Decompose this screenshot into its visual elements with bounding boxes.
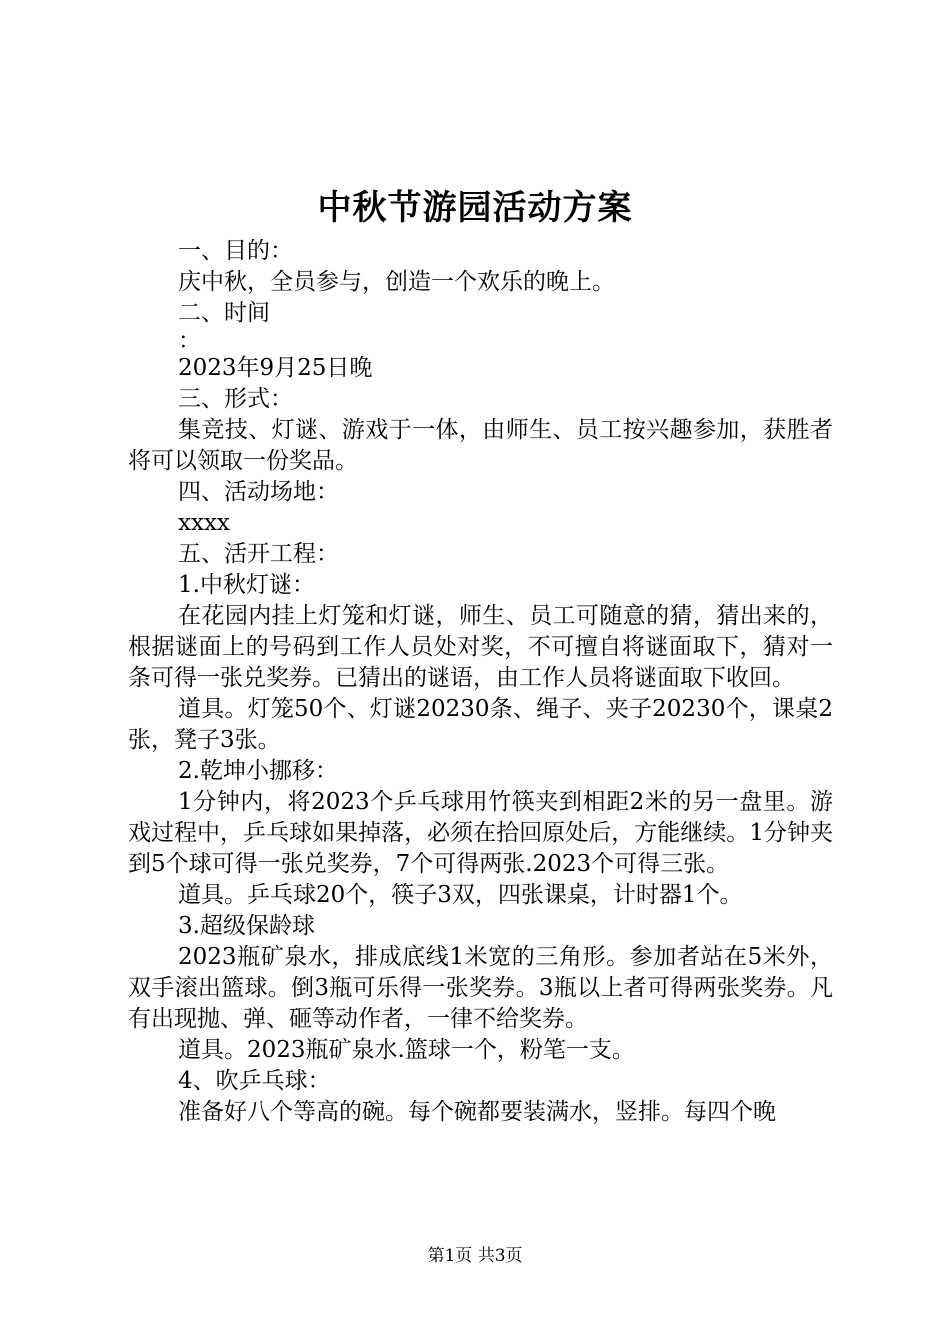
subsection-heading-bowling: 3.超级保龄球 bbox=[178, 913, 315, 939]
section-heading-program: 五、活开工程： bbox=[178, 541, 339, 567]
document-title: 中秋节游园活动方案 bbox=[317, 188, 633, 228]
subsection-heading-move: 2.乾坤小挪移： bbox=[178, 758, 338, 784]
paragraph-venue: xxxx bbox=[178, 510, 230, 536]
paragraph: 庆中秋，全员参与，创造一个欢乐的晚上。 bbox=[178, 269, 615, 295]
paragraph: ： bbox=[178, 328, 201, 354]
section-heading-venue: 四、活动场地： bbox=[178, 479, 339, 505]
paragraph: 2023瓶矿泉水，排成底线1米宽的三角形。参加者站在5米外，双手滚出篮球。倒3瓶可乐得一张奖券。3瓶以上者可得两张奖券。凡有出现抛、弹、砸等动作者，一律不给奖券。 bbox=[128, 944, 833, 1032]
section-heading-form: 三、形式： bbox=[178, 386, 293, 412]
document-body bbox=[128, 236, 833, 1128]
subsection-heading-blow-ball: 4、吹乒乓球： bbox=[178, 1068, 331, 1094]
section-heading-time: 二、时间 bbox=[178, 300, 270, 326]
subsection-heading-riddles: 1.中秋灯谜： bbox=[178, 572, 315, 598]
paragraph: 准备好八个等高的碗。每个碗都要装满水，竖排。每四个晚 bbox=[178, 1099, 776, 1125]
page-footer: 第1页 共3页 bbox=[427, 1246, 523, 1266]
paragraph-props: 道具。乒乓球20个，筷子3双，四张课桌，计时器1个。 bbox=[178, 882, 743, 908]
paragraph: 集竞技、灯谜、游戏于一体，由师生、员工按兴趣参加，获胜者将可以领取一份奖品。 bbox=[128, 417, 833, 474]
section-heading-purpose: 一、目的： bbox=[178, 238, 293, 264]
paragraph-date: 2023年9月25日晚 bbox=[178, 355, 373, 381]
paragraph-props: 道具。灯笼50个、灯谜20230条、绳子、夹子20230个，课桌2张，凳子3张。 bbox=[128, 696, 833, 753]
paragraph-props: 道具。2023瓶矿泉水.篮球一个，粉笔一支。 bbox=[178, 1037, 635, 1063]
paragraph: 在花园内挂上灯笼和灯谜，师生、员工可随意的猜，猜出来的，根据谜面上的号码到工作人员处对奖，不可擅自将谜面取下，猜对一条可得一张兑奖券。已猜出的谜语，由工作人员将谜面取下收回。 bbox=[128, 603, 833, 691]
paragraph: 1分钟内，将2023个乒乓球用竹筷夹到相距2米的另一盘里。游戏过程中，乒乓球如果掉落，必须在拾回原处后，方能继续。1分钟夹到5个球可得一张兑奖券，7个可得两张.2023个可得三张。 bbox=[128, 789, 833, 877]
